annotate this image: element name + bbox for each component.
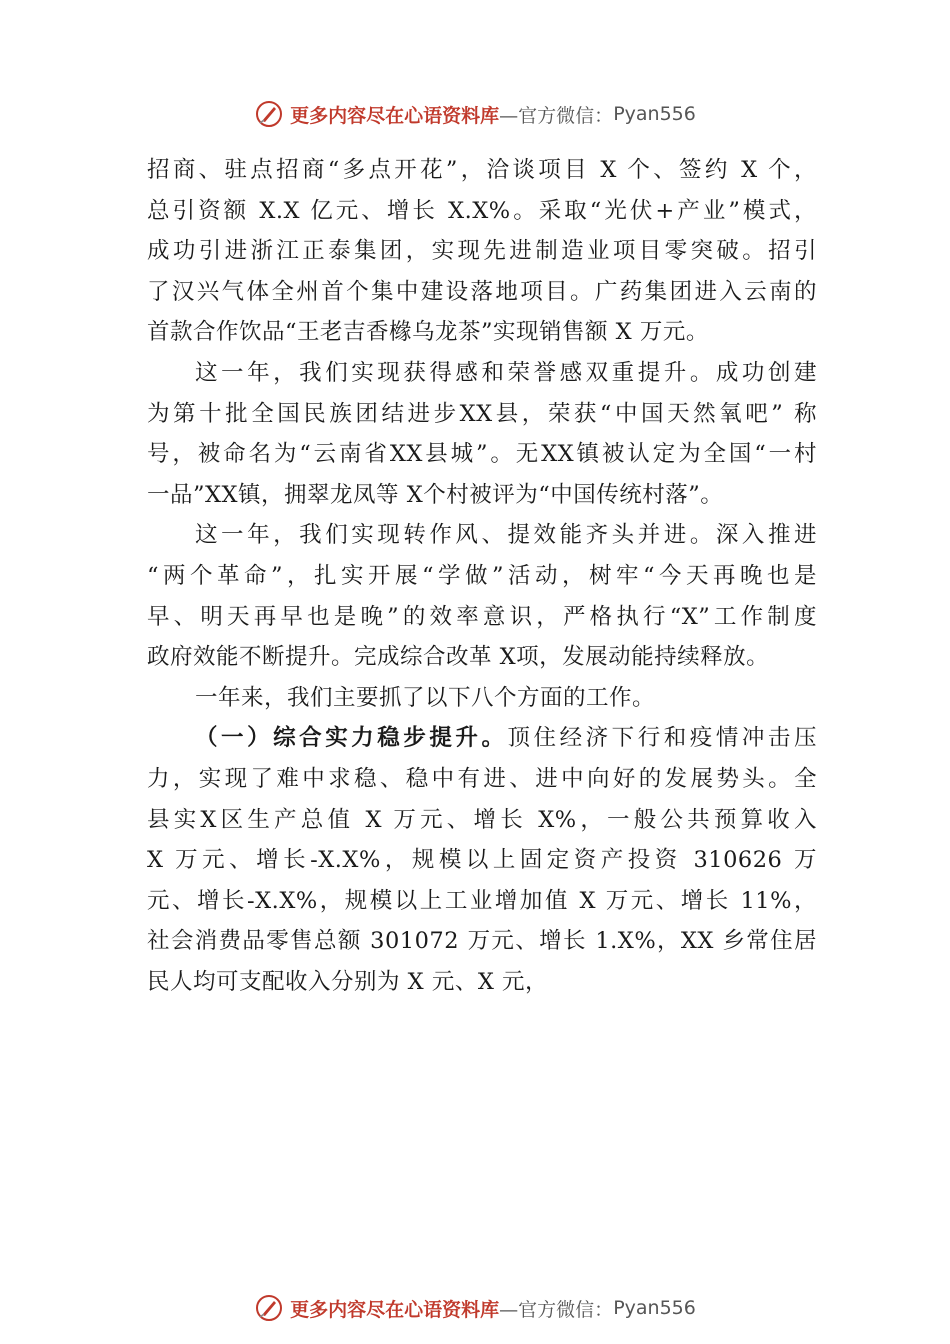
watermark-banner-bottom <box>0 1288 950 1328</box>
text-line: 这一年，我们实现转作风、提效能齐头并进。深入推进 <box>195 522 817 549</box>
text-line: 了汉兴气体全州首个集中建设落地项目。广药集团进入云南的 <box>147 278 817 305</box>
text-line: 政府效能不断提升。完成综合改革 X项，发展动能持续释放。 <box>147 644 770 671</box>
watermark-banner-top <box>0 94 950 134</box>
text-line: 元、增长-X.X%，规模以上工业增加值 X 万元、增长 11%， <box>147 887 817 914</box>
watermark-title: 更多内容尽在心语资料库 <box>290 104 500 127</box>
text-line: X 万元、增长-X.X%，规模以上固定资产投资 310626 万 <box>147 847 817 874</box>
paragraph <box>147 353 817 515</box>
text-line: 社会消费品零售总额 301072 万元、增长 1.X%，XX 乡常住居 <box>147 928 817 955</box>
text-line: 民人均可支配收入分别为 X 元、X 元， <box>147 968 548 995</box>
text-line: 一品”XX镇，拥翠龙凤等 X个村被评为“中国传统村落”。 <box>147 481 724 508</box>
paragraph <box>147 150 817 353</box>
watermark-title: 更多内容尽在心语资料库 <box>290 1298 500 1321</box>
text-line: 招商、驻点招商“多点开花”，洽谈项目 X 个、签约 X 个， <box>147 157 817 183</box>
text-run: 顶住经济下行和疫情冲击压 <box>507 725 817 752</box>
text-line: 力，实现了难中求稳、稳中有进、进中向好的发展势头。全 <box>147 765 817 792</box>
watermark-separator: —官方微信： <box>499 104 614 127</box>
text-line: 一年来，我们主要抓了以下八个方面的工作。 <box>195 684 656 711</box>
text-line <box>147 718 817 759</box>
text-line: 县实X区生产总值 X 万元、增长 X%，一般公共预算收入 <box>147 806 817 833</box>
document-body <box>147 150 817 1002</box>
text-line: 这一年，我们实现获得感和荣誉感双重提升。成功创建 <box>195 359 817 386</box>
text-line: “两个革命”，扎实开展“学做”活动，树牢“今天再晚也是 <box>147 562 817 589</box>
section-heading: （一）综合实力稳步提升。 <box>195 725 508 752</box>
text-line: 号，被命名为“云南省XX县城”。无XX镇被认定为全国“一村 <box>147 441 817 468</box>
quill-logo-icon <box>254 1293 284 1323</box>
watermark-separator: —官方微信： <box>499 1298 614 1321</box>
paragraph <box>147 678 817 719</box>
paragraph <box>147 515 817 677</box>
text-line: 为第十批全国民族团结进步XX县，荣获“中国天然氧吧” 称 <box>147 400 817 427</box>
text-line: 早、明天再早也是晚”的效率意识，严格执行“X”工作制度 <box>147 603 817 630</box>
quill-logo-icon <box>254 99 284 129</box>
text-line: 首款合作饮品“王老吉香橼乌龙茶”实现销售额 X 万元。 <box>147 319 709 346</box>
text-line: 成功引进浙江正泰集团，实现先进制造业项目零突破。招引 <box>147 238 817 265</box>
text-line: 总引资额 X.X 亿元、增长 X.X%。采取“光伏+产业”模式， <box>147 197 817 224</box>
watermark-account: Pyan556 <box>613 103 696 125</box>
paragraph <box>147 718 817 1002</box>
watermark-account: Pyan556 <box>613 1297 696 1319</box>
